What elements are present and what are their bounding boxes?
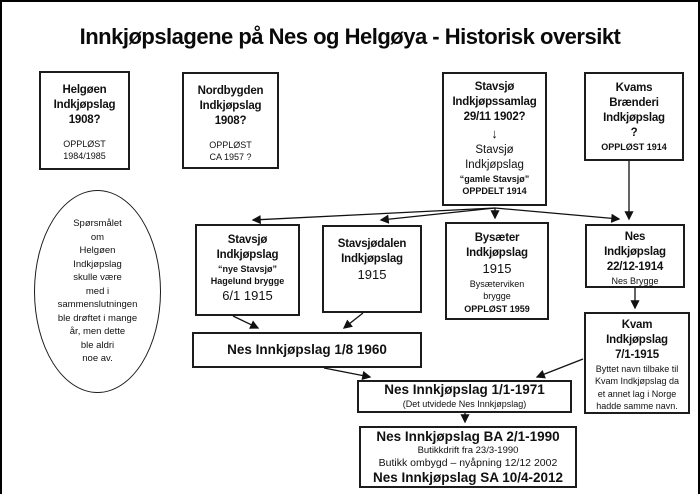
annotation-line: ble aldri xyxy=(80,339,115,351)
node-title-line: Indkjøpssamlag xyxy=(452,95,537,108)
annotation-line: skulle være xyxy=(73,272,122,284)
node-title-line: Indkjøpslag xyxy=(466,246,528,259)
node-title-line: Nes Innkjøpslag 1/8 1960 xyxy=(227,342,387,358)
node-date: 1915 xyxy=(482,260,512,276)
node-note-line: OPPLØST 1914 xyxy=(601,141,667,152)
annotation-line: ble drøftet i mange xyxy=(57,312,138,324)
node-title-line: Indkjøpslag xyxy=(341,252,403,265)
node-title-line: Stavsjø xyxy=(474,81,515,93)
node-nes-innkjopslag-1960 xyxy=(192,332,422,368)
node-title-line: Stavsjø xyxy=(227,234,268,246)
node-stavsjo-nye xyxy=(195,224,300,316)
node-title-line: Nes Innkjøpslag BA 2/1-1990 xyxy=(376,428,560,444)
node-sub-line: Butikk ombygd – nyåpning 12/12 2002 xyxy=(378,457,558,470)
node-title-line: Stavsjødalen xyxy=(337,238,407,250)
node-note-line: OPPLØST xyxy=(209,139,252,150)
annotation-line: noe av. xyxy=(82,353,113,365)
node-title-line: Nordbygden xyxy=(197,85,264,97)
node-date: 6/1 1915 xyxy=(222,287,273,303)
node-sub-line: Bysæterviken xyxy=(469,278,525,289)
node-title-line: Indkjøpslag xyxy=(604,245,666,258)
annotation-line: Indkjøpslag xyxy=(73,258,122,270)
node-stavsjodalen xyxy=(322,225,422,313)
node-title-line: 1908? xyxy=(68,113,101,126)
node-kvam-indkjopslag xyxy=(584,312,690,414)
node-title-line: 22/12-1914 xyxy=(606,260,664,273)
annotation-line: med i xyxy=(85,285,110,297)
node-quote: “nye Stavsjø” xyxy=(217,263,278,274)
annotation-ellipse xyxy=(34,190,161,393)
node-note-line: 1984/1985 xyxy=(63,151,106,162)
node-sub-line: (Det utvidede Nes Innkjøpslag) xyxy=(402,398,527,409)
node-title-line: Kvams xyxy=(615,82,653,94)
node-note-line: hadde samme navn. xyxy=(596,401,678,412)
node-title-line: Indkjøpslag xyxy=(53,98,116,111)
node-note-line: OPPLØST 1959 xyxy=(464,303,530,314)
node-quote: “gamle Stavsjø” xyxy=(459,173,530,184)
node-note-line: OPPDELT 1914 xyxy=(462,186,527,197)
node-title-line: ? xyxy=(630,126,638,139)
node-title-line: Indkjøpslag xyxy=(606,333,668,346)
node-title-line: Indkjøpslag xyxy=(216,248,279,261)
node-title-line: Nes Innkjøpslag SA 10/4-2012 xyxy=(372,469,564,485)
node-note-line: et annet lag i Norge xyxy=(597,388,677,399)
node-nes-innkjopslag-1990 xyxy=(359,426,577,488)
node-nordbygden-indkjopslag xyxy=(182,72,279,169)
node-sub-line: brygge xyxy=(483,291,511,302)
node-title-line: Indkjøpslag xyxy=(199,99,262,112)
node-sub-line: Butikkdrift fra 23/3-1990 xyxy=(417,445,519,457)
annotation-line: Spørsmålet xyxy=(73,218,122,230)
node-title-line: 7/1-1915 xyxy=(615,348,659,361)
node-title-line: Bysæter xyxy=(474,232,520,244)
node-sub-line: Stavsjø xyxy=(475,143,514,156)
node-note-line: Kvam Indkjøpslag da xyxy=(594,376,680,387)
annotation-line: år, men dette xyxy=(69,326,126,338)
annotation-line: om xyxy=(90,231,105,243)
node-title-line: 29/11 1902? xyxy=(463,110,526,123)
down-arrow-icon: ↓ xyxy=(491,125,498,141)
annotation-line: sammenslutningen xyxy=(57,299,138,311)
node-bysater xyxy=(445,222,549,320)
node-helgoen-indkjopslag xyxy=(39,71,130,170)
node-title-line: Helgøen xyxy=(62,84,107,96)
node-sub-line: Nes Brygge xyxy=(611,275,659,286)
node-note-line: CA 1957 ? xyxy=(209,152,252,163)
node-date: 1915 xyxy=(357,266,387,282)
node-note-line: OPPLØST xyxy=(63,138,106,149)
node-stavsjo-indkjopssamlag xyxy=(442,72,547,206)
node-nes-indkjopslag xyxy=(585,224,685,288)
node-title-line: Indkjøpslag xyxy=(603,111,665,124)
node-title-line: Nes xyxy=(624,231,646,243)
node-title-line: Kvam xyxy=(621,319,653,331)
node-title-line: Nes Innkjøpslag 1/1-1971 xyxy=(384,381,545,397)
node-title-line: 1908? xyxy=(214,114,247,127)
node-nes-innkjopslag-1971 xyxy=(357,380,572,413)
node-sub-line: Hagelund brygge xyxy=(210,276,285,287)
annotation-line: Helgøen xyxy=(79,245,116,257)
node-note-line: Byttet navn tilbake til xyxy=(595,363,679,374)
node-title-line: Brænderi xyxy=(609,96,659,109)
node-kvams-branderi xyxy=(584,72,684,161)
node-sub-line: Indkjøpslag xyxy=(465,158,524,171)
page-title: Innkjøpslagene på Nes og Helgøya - Historisk oversikt xyxy=(79,24,621,49)
